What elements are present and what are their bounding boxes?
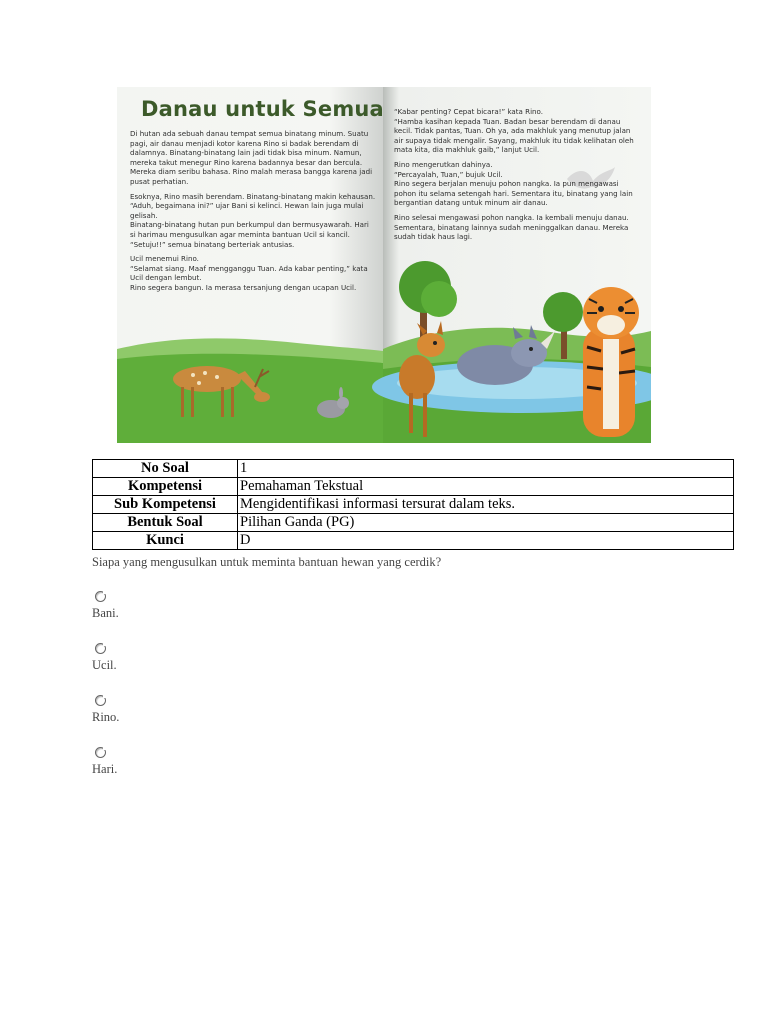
table-row (93, 478, 734, 496)
question-metadata-table (92, 459, 734, 550)
story-text-left (130, 129, 376, 298)
tiger-icon (583, 287, 639, 437)
meta-value: 1 (238, 460, 734, 478)
story-illustration (117, 87, 651, 443)
table-row (93, 532, 734, 550)
story-paragraph: Ucil menemui Rino. “Selamat siang. Maaf mengganggu Tuan. Ada kabar penting,” kata Ucil dengan lembut. Rino segera bangun. Ia merasa tersanjung dengan ucapan Ucil. (130, 254, 368, 292)
story-paragraph: Di hutan ada sebuah danau tempat semua binatang minum. Suatu pagi, air danau menjadi kotor karena Rino si badak berendam di dalamnya. Binatang-binatang lain jadi tidak bisa minum. Namun, mereka takut menegur Rino karena badannya besar dan bercula. Mereka diam seribu bahasa. Rino malah merasa bangga karena jadi pusat perhatian. (130, 129, 373, 186)
option-label: Hari. (92, 762, 118, 776)
meta-value: Mengidentifikasi informasi tersurat dalam teks. (238, 496, 734, 514)
story-text-right (394, 107, 640, 247)
table-row (93, 514, 734, 532)
radio-button[interactable] (95, 643, 106, 654)
meta-key: Bentuk Soal (93, 514, 238, 532)
option-label: Bani. (92, 606, 119, 620)
story-paragraph: Esoknya, Rino masih berendam. Binatang-binatang makin kehausan. “Aduh, begaimana ini?” ujar Bani si kelinci. Hewan lain juga mulai gelisah. Binatang-binatang hutan pun berkumpul dan bermusyawarah. Hari si harimau mengusulkan agar meminta bantuan Ucil si kancil. “Setuju!!” semua binatang berteriak antusias. (130, 191, 376, 249)
story-paragraph: Rino selesai mengawasi pohon nangka. Ia kembali menuju danau. Sementara, binatang lainnya sudah meninggalkan danau. Mereka sudah tidak haus lagi. (394, 212, 629, 242)
option-label: Rino. (92, 710, 120, 724)
meta-value: Pemahaman Tekstual (238, 478, 734, 496)
meta-key: Sub Kompetensi (93, 496, 238, 514)
meta-key: Kunci (93, 532, 238, 550)
radio-button[interactable] (95, 747, 106, 758)
radio-button[interactable] (95, 591, 106, 602)
meta-key: Kompetensi (93, 478, 238, 496)
meta-value: D (238, 532, 734, 550)
tree-icon (399, 261, 457, 342)
table-row (93, 460, 734, 478)
meta-value: Pilihan Ganda (PG) (238, 514, 734, 532)
table-row (93, 496, 734, 514)
story-paragraph: “Kabar penting? Cepat bicara!” kata Rino. “Hamba kasihan kepada Tuan. Badan besar berendam di danau kecil. Tidak pantas, Tuan. Oh ya, ada makhluk yang menutup jalan air supaya tidak mengalir. Sayang, makhluk itu tidak kelihatan oleh mata kita, dia makhluk gaib,” lanjut Ucil. (394, 107, 634, 155)
question-text: Siapa yang mengusulkan untuk meminta bantuan hewan yang cerdik? (92, 555, 442, 569)
meta-key: No Soal (93, 460, 238, 478)
radio-button[interactable] (95, 695, 106, 706)
option-label: Ucil. (92, 658, 117, 672)
story-title: Danau untuk Semua (141, 97, 384, 121)
story-paragraph: Rino mengerutkan dahinya. “Percayalah, Tuan,” bujuk Ucil. Rino segera berjalan menuju pohon nangka. Ia pun mengawasi pohon itu selama setengah hari. Sementara itu, binatang yang lain bergantian datang untuk minum air danau. (394, 159, 633, 208)
